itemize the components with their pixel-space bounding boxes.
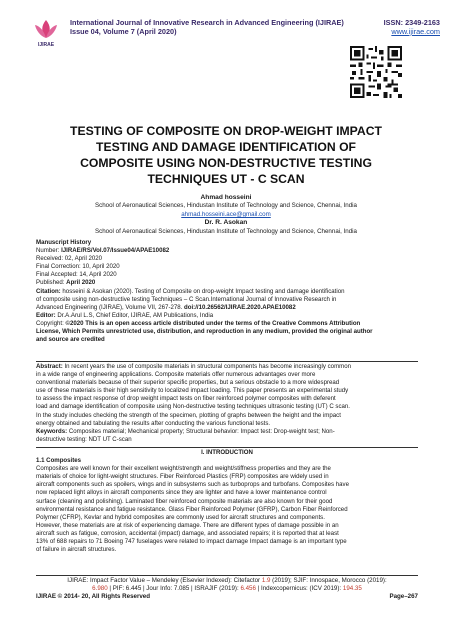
intro-line-6: environmental resistance and fatigue resistance. Glass Fiber Reinforced Polymer (GFRP), Carbon Fiber Reinforced (36, 505, 348, 513)
logo-text: IJIRAE (37, 42, 55, 48)
intro-divider (36, 447, 418, 448)
abstract-line-3: conventional materials because of their superior specific properties, but a serious obstacle to a more widespread (36, 379, 340, 387)
copyright-line-3: and source are credited (36, 336, 105, 344)
intro-line-1: Composites are well known for their excellent weight/strength and weight/stiffness properties and they are the (36, 465, 331, 473)
intro-line-11: of failure in aircraft structures. (36, 546, 117, 554)
abstract-line-2: in a wide range of engineering applications. Composite materials offer numerous advantages over more (36, 371, 316, 379)
journal-header (70, 18, 440, 36)
keywords-line-2: destructive testing: NDT UT C-scan (36, 435, 132, 443)
editor: Editor: Dr.A.Arul L.S, Chief Editor, IJIRAE, AM Publications, India (36, 311, 214, 319)
website-link[interactable]: www.ijirae.com (391, 27, 440, 36)
intro-line-5: surface (cleaning and polishing). Laminated fiber reinforced composite materials are also known for their good (36, 497, 333, 505)
intro-line-4: now replaced light alloys in aircraft components since they are lighter and have a lower maintenance control (36, 489, 327, 497)
title-line-4: TECHNIQUES UT - C SCAN (147, 172, 305, 186)
author-name-2: Dr. R. Asokan (204, 219, 248, 227)
history-received: Received: 02, April 2020 (36, 255, 103, 263)
citation-line-3: Advanced Engineering (IJIRAE), Volume VII, 267-278. doi://10.26562/IJIRAE.2020.APAE10082 (36, 303, 296, 311)
history-heading: Manuscript History (36, 239, 92, 246)
paper-title (26, 123, 426, 187)
intro-line-7: Polymer (CFRP), Kevlar and hybrid composites are commonly used for aircraft structures and components. (36, 513, 325, 521)
history-published: Published: April 2020 (36, 279, 96, 287)
qr-code-icon (350, 46, 402, 98)
footer-impact-line-1: IJIRAE: Impact Factor Value – Mendeley (Elsevier Indexed): Citefactor 1.9 (2019); SJIF: Innospace, Morocco (2019): (67, 577, 387, 584)
introduction-block (36, 449, 418, 554)
title-line-3: COMPOSITE USING NON-DESTRUCTIVE TESTING (80, 156, 372, 170)
citation: Citation: hosseini & Asokan (2020). Testing of Composite on drop-weight Impact testing and damage identification (36, 287, 345, 295)
abstract-line-8: energy obtained and tabulating the results after conducting the various functional tests. (36, 419, 271, 427)
footer-copyright: IJIRAE © 2014- 20, All Rights Reserved (36, 593, 151, 601)
history-correction: Final Correction: 10, April 2020 (36, 263, 120, 271)
lotus-logo-icon (32, 18, 60, 48)
copyright-line-2: License, Which Permits unrestricted use, distribution, and reproduction in any medium, provided the original author (36, 328, 373, 336)
author-affiliation-1: School of Aeronautical Sciences, Hindustan Institute of Technology and Science, Chennai, India (95, 202, 357, 210)
abstract-line-5: to assess the impact response of drop weight impact tests on fiber reinforced polymer composites with deferent (36, 395, 336, 403)
abstract-divider (36, 361, 418, 362)
intro-line-2: materials of choice for light-weight structures. Fiber Reinforced Plastics (FRP) composites are widely used in (36, 473, 329, 481)
subsection-heading-composites: 1.1 Composites (36, 457, 82, 465)
author-name-1: Ahmad hosseini (200, 194, 252, 201)
footer-divider (36, 575, 418, 576)
page-footer (36, 577, 418, 602)
journal-name: International Journal of Innovative Research in Advanced Engineering (IJIRAE) (70, 18, 344, 27)
issn: ISSN: 2349-2163 (383, 18, 440, 27)
history-number: Number: IJIRAE/RS/Vol.07/Issue04/APAE10082 (36, 247, 170, 255)
author-block (26, 194, 426, 236)
intro-line-8: However, these materials are at risk of experiencing damage. There are different types of damage possible in an (36, 521, 339, 529)
keywords-line-1: Keywords: Composites material; Mechanical property; Structural behavior: Impact test: Drop-weight test; Non- (36, 427, 335, 435)
intro-line-9: aircraft such as fatigue, corrosion, accidental (impact) damage, and associated repairs; it is reported that at least (36, 529, 339, 537)
abstract-block (36, 363, 418, 444)
abstract-line-4: use of these materials is their high sensitivity to localized impact loading. This paper presents an experimental study (36, 387, 349, 395)
doi-link[interactable]: doi://10.26562/IJIRAE.2020.APAE10082 (184, 303, 296, 311)
issue-info: Issue 04, Volume 7 (April 2020) (70, 27, 177, 36)
citation-line-2: of composite using non-destructive testing Techniques – C Scan.International Journal of Innovative Research in (36, 295, 337, 303)
author-affiliation-2: School of Aeronautical Sciences, Hindustan Institute of Technology and Science, Chennai, India (95, 227, 357, 235)
intro-line-10: 13% of 688 repairs to 71 Boeing 747 fuselages were related to impact damage Impact damage is an important type (36, 538, 347, 546)
abstract-line-6: load and damage identification of composite using Non-destructive testing techniques ultrasonic testing (UT) C scan. (36, 403, 350, 411)
section-heading-introduction: I. INTRODUCTION (201, 449, 253, 456)
title-line-1: TESTING OF COMPOSITE ON DROP-WEIGHT IMPACT (70, 124, 382, 138)
footer-impact-line-2: 6.980 | PIF: 6.445 | Jour Info: 7.085 | ISRAJIF (2019): 6.456 | Indexcopernicus: (ICV 2019): 194.35 (92, 585, 362, 593)
page-number: Page–267 (389, 593, 418, 601)
author-email-1[interactable]: ahmad.hosseini.ace@gmail.com (181, 210, 271, 218)
copyright-notice: Copyright: ©2020 This is an open access article distributed under the terms of the Creative Commons Attribution (36, 319, 361, 327)
abstract-line-7: In the study includes checking the strength of the specimen, plotting of graphs between the height and the impact (36, 411, 341, 419)
intro-line-3: aircraft components such as spoilers, wings and in subsystems such as turboprops and turbofans. Composites have (36, 481, 349, 489)
history-accepted: Final Accepted: 14, April 2020 (36, 271, 117, 279)
manuscript-number: IJIRAE/RS/Vol.07/Issue04/APAE10082 (61, 247, 170, 255)
paper-body (36, 239, 418, 344)
abstract-line-1: Abstract: In recent years the use of composite materials in structural components has become increasingly common (36, 363, 351, 370)
title-line-2: TESTING AND DAMAGE IDENTIFICATION OF (96, 140, 356, 154)
